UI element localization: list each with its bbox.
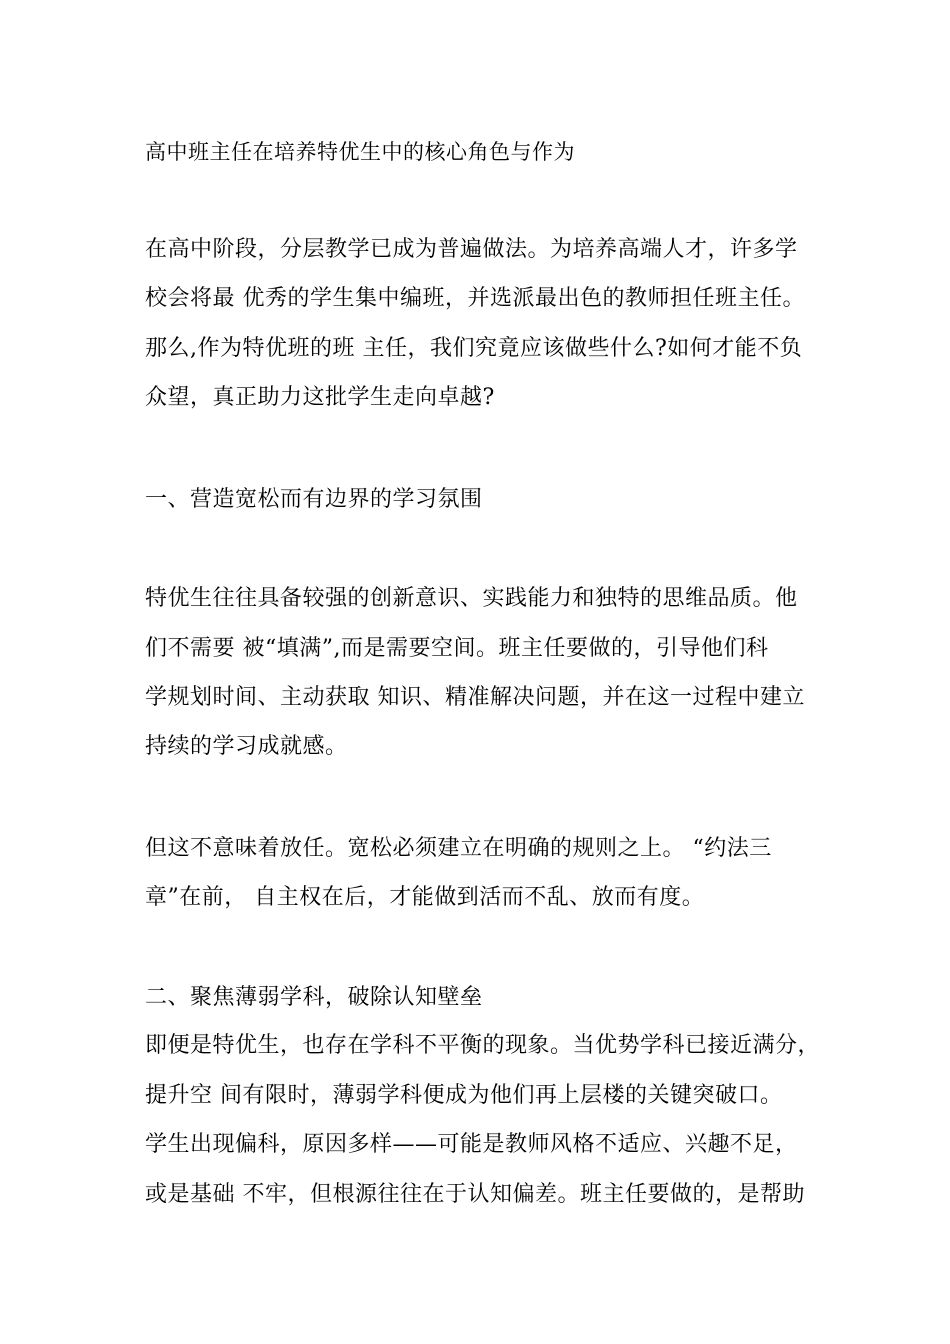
section1-para1-line-4: 持续的学习成就感。 — [145, 734, 348, 759]
intro-line-1: 在高中阶段，分层教学已成为普遍做法。为培养高端人才，许多学 — [145, 237, 798, 262]
section1-heading: 一、营造宽松而有边界的学习氛围 — [145, 487, 483, 512]
section1-para2-line-1: 但这不意味着放任。宽松必须建立在明确的规则之上。 “约法三 — [145, 836, 772, 861]
section1-para2-line-2: 章”在前， 自主权在后，才能做到活而不乱、放而有度。 — [145, 885, 705, 910]
document-title: 高中班主任在培养特优生中的核心角色与作为 — [145, 140, 575, 164]
intro-line-2: 校会将最 优秀的学生集中编班，并选派最出色的教师担任班主任。 — [145, 286, 805, 311]
section1-para1-line-1: 特优生往往具备较强的创新意识、实践能力和独特的思维品质。他 — [145, 586, 798, 611]
section2-para1-line-2: 提升空 间有限时，薄弱学科便成为他们再上层楼的关键突破口。 — [145, 1083, 783, 1108]
intro-line-4: 众望，真正助力这批学生走向卓越? — [145, 385, 495, 410]
section1-para1-line-3: 学规划时间、主动获取 知识、精准解决问题，并在这一过程中建立 — [145, 685, 805, 710]
section2-para1-line-1: 即便是特优生，也存在学科不平衡的现象。当优势学科已接近满分， — [145, 1033, 821, 1058]
section2-heading: 二、聚焦薄弱学科，破除认知壁垒 — [145, 985, 483, 1010]
section2-para2-line-1: 学生出现偏科，原因多样——可能是教师风格不适应、兴趣不足， — [145, 1132, 798, 1157]
section2-para2-line-2: 或是基础 不牢，但根源往往在于认知偏差。班主任要做的，是帮助 — [145, 1182, 805, 1207]
section1-para1-line-2: 们不需要 被“填满”,而是需要空间。班主任要做的，引导他们科 — [145, 636, 769, 661]
intro-line-3: 那么,作为特优班的班 主任，我们究竟应该做些什么?如何才能不负 — [145, 336, 803, 361]
